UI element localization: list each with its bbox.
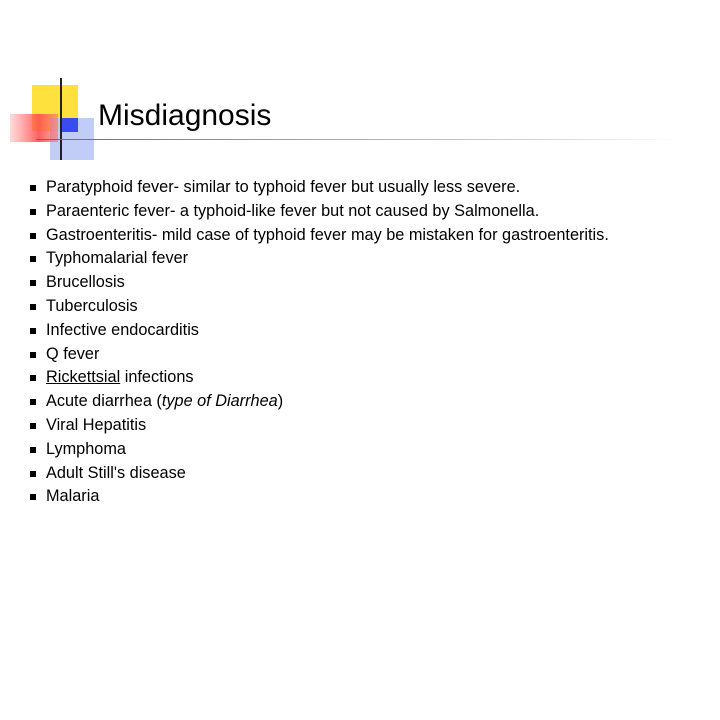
square-bullet-icon — [30, 304, 36, 310]
list-item-text: Paratyphoid fever- similar to typhoid fever but usually less severe. — [46, 178, 521, 196]
logo-red-square — [10, 114, 58, 142]
list-item-text: Adult Still's disease — [46, 463, 186, 482]
list-item-text-a: Acute diarrhea ( — [46, 392, 162, 411]
square-bullet-icon — [30, 256, 36, 262]
list-item-text-b: infections — [124, 368, 194, 387]
list-item-text: Paraenteric fever- a typhoid-like fever but not caused by Salmonella. — [46, 201, 540, 220]
list-item-emphasis: type of Diarrhea — [161, 392, 278, 411]
list-item-text: Lymphoma — [46, 439, 126, 458]
list-item-text — [46, 366, 194, 390]
square-bullet-icon — [30, 471, 36, 477]
square-bullet-icon — [30, 233, 36, 239]
list-item-text: Viral Hepatitis — [46, 415, 147, 434]
list-item-text: Infective endocarditis — [46, 320, 199, 339]
square-bullet-icon — [30, 328, 36, 334]
logo-vertical-line — [60, 78, 62, 160]
list-item-text — [46, 390, 283, 414]
list-item-text: Gastroenteritis- mild case of typhoid fever may be mistaken for gastroenteritis. — [46, 225, 609, 244]
list-item-text: Tuberculosis — [46, 296, 138, 315]
square-bullet-icon — [30, 185, 36, 191]
list-item-text-c: ) — [277, 392, 284, 411]
square-bullet-icon — [30, 280, 36, 286]
link-text-rickettsial[interactable]: Rickettsial — [46, 368, 121, 387]
slide-title: Misdiagnosis — [98, 99, 272, 132]
list-item-text: Malaria — [46, 487, 100, 506]
title-divider — [36, 139, 682, 140]
logo-blue-square — [60, 118, 78, 132]
square-bullet-icon — [30, 423, 36, 429]
square-bullet-icon — [30, 447, 36, 453]
list-item-text: Brucellosis — [46, 273, 125, 292]
list-item-text: Typhomalarial fever — [46, 249, 189, 268]
square-bullet-icon — [30, 494, 36, 500]
overlapping-squares-logo-icon — [0, 0, 110, 170]
square-bullet-icon — [30, 352, 36, 358]
square-bullet-icon — [30, 375, 36, 381]
square-bullet-icon — [30, 209, 36, 215]
square-bullet-icon — [30, 399, 36, 405]
list-item-text: Q fever — [46, 344, 100, 363]
